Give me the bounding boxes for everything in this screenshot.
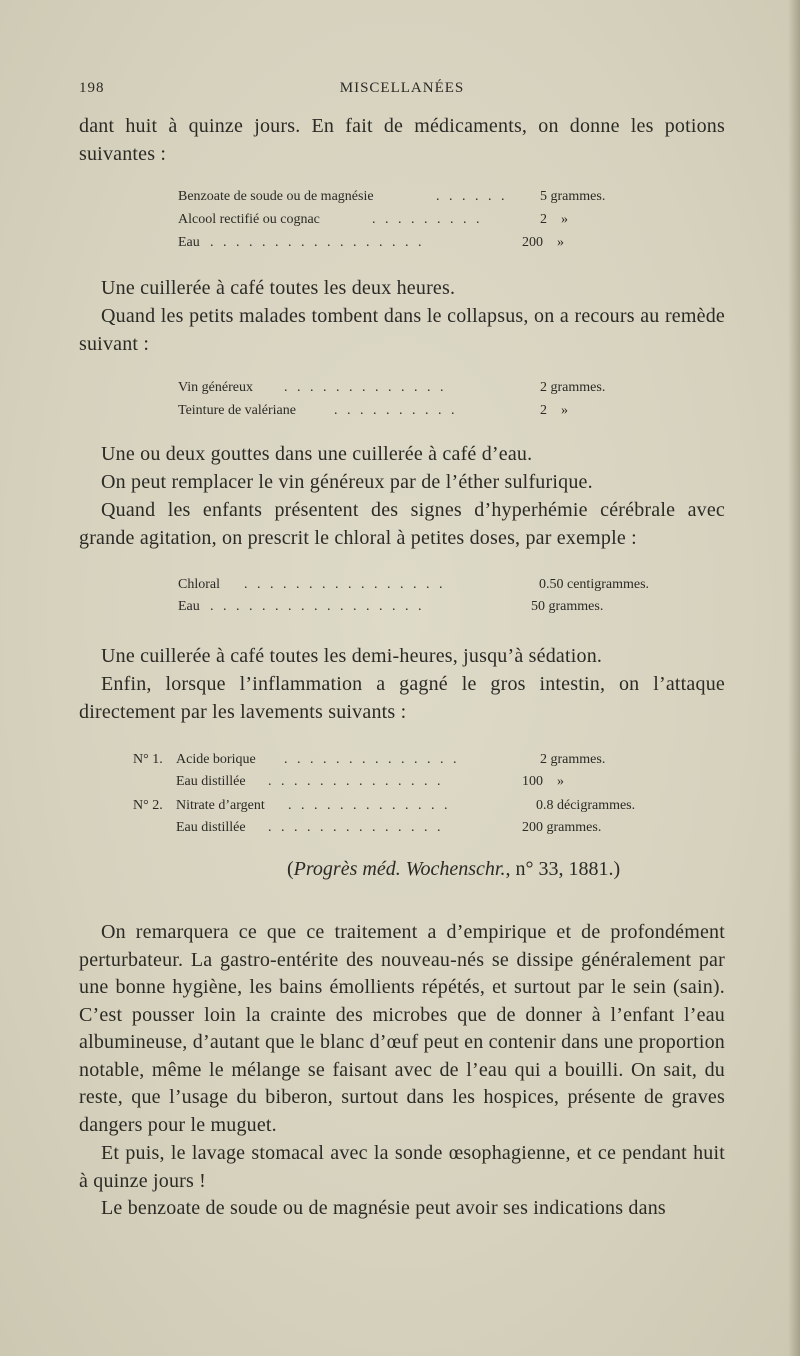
- ingredient-quantity: 5 grammes.: [540, 189, 606, 204]
- ingredient-quantity: 2 grammes.: [540, 380, 606, 395]
- paragraph-1: dant huit à quinze jours. En fait de médicaments, on donne les potions suivantes :: [79, 115, 725, 165]
- paragraph-7: Une cuillerée à café toutes les demi-heures, jusqu’à sédation.: [101, 645, 603, 667]
- page-header: [79, 80, 725, 102]
- leader-dots: . . . . . . . . . . . . .: [288, 798, 451, 813]
- recipe-line: [176, 771, 656, 793]
- ingredient-name: Eau: [178, 235, 200, 250]
- running-title: MISCELLANÉES: [339, 80, 465, 96]
- recipe-line: [178, 232, 628, 254]
- recipe-line: [178, 596, 678, 618]
- ingredient-name: Nitrate d’argent: [176, 798, 265, 813]
- leader-dots: . . . . . . . . .: [372, 212, 483, 227]
- paragraph-5: On peut remplacer le vin généreux par de l’éther sulfurique.: [101, 471, 593, 493]
- ingredient-name: Teinture de valériane: [178, 403, 296, 418]
- ingredient-quantity: 0.50 centigrammes.: [539, 577, 650, 592]
- leader-dots: . . . . . . . . . . . . .: [284, 380, 447, 395]
- ingredient-name: Chloral: [178, 577, 220, 592]
- recipe-line: [178, 186, 628, 208]
- paragraph-3: Quand les petits malades tombent dans le collapsus, on a recours au remède suivant :: [79, 305, 725, 355]
- paragraph-9: On remarquera ce que ce traitement a d’empirique et de profondément perturbateur. La gastro-entérite des nouveau-nés se dissipe généralement par une bonne hygiène, les bains émollients répétés, et surtout par le sein (sain). C’est pousser loin la crainte des microbes que de donner à l’enfant l’eau albumineuse, d’autant que le blanc d’œuf peut en contenir dans une proportion notable, même le mélange se faisant avec de l’eau qui a bouilli. On sait, du reste, que l’usage du biberon, surtout dans les hospices, présente de graves dangers pour le muguet.: [79, 921, 725, 1136]
- paragraph-6: Quand les enfants présentent des signes d’hyperhémie cérébrale avec grande agitation, on prescrit le chloral à petites doses, par exemple :: [79, 499, 725, 549]
- ingredient-name: Alcool rectifié ou cognac: [178, 212, 320, 227]
- ingredient-name: Benzoate de soude ou de magnésie: [178, 189, 374, 204]
- page-edge-shadow: [788, 0, 800, 1356]
- citation-details: , n° 33, 1881.): [505, 858, 621, 880]
- ingredient-quantity: 200 grammes.: [522, 820, 602, 835]
- leader-dots: . . . . . . . . . . . . . . . .: [244, 577, 446, 592]
- paragraph-4: Une ou deux gouttes dans une cuillerée à café d’eau.: [101, 443, 533, 465]
- leader-dots: . . . . . . . . . . . . . . . . .: [210, 599, 425, 614]
- leader-dots: . . . . . . . . . . . . . .: [268, 774, 444, 789]
- ingredient-name: Eau distillée: [176, 820, 246, 835]
- citation-open: (: [287, 858, 294, 880]
- ingredient-quantity: 50 grammes.: [531, 599, 604, 614]
- recipe-line: [176, 749, 656, 771]
- leader-dots: . . . . . . . . . . . . . . . . .: [210, 235, 425, 250]
- recipe-line: [178, 377, 628, 399]
- ingredient-quantity: 2 »: [540, 403, 568, 418]
- paragraph-2: Une cuillerée à café toutes les deux heures.: [101, 277, 456, 299]
- page-number: 198: [79, 80, 105, 96]
- paragraph-11: Le benzoate de soude ou de magnésie peut avoir ses indications dans: [101, 1197, 666, 1219]
- ingredient-name: Acide borique: [176, 752, 256, 767]
- recipe-line: [178, 400, 628, 422]
- ingredient-name: Eau: [178, 599, 200, 614]
- recipe-line: [178, 574, 678, 596]
- leader-dots: . . . . . . . . . .: [334, 403, 458, 418]
- recipe-line: [176, 817, 656, 839]
- ingredient-name: Vin généreux: [178, 380, 253, 395]
- ingredient-quantity: 200 »: [522, 235, 564, 250]
- ingredient-quantity: 0.8 décigrammes.: [536, 798, 636, 813]
- ingredient-quantity: 2 »: [540, 212, 568, 227]
- recipe-line: [176, 795, 656, 817]
- paragraph-10: Et puis, le lavage stomacal avec la sonde œsophagienne, et ce pendant huit à quinze jours !: [79, 1142, 725, 1192]
- ingredient-quantity: 2 grammes.: [540, 752, 606, 767]
- citation-journal: Progrès méd. Wochenschr.: [293, 858, 506, 880]
- recipe-number: N° 2.: [133, 798, 163, 813]
- leader-dots: . . . . . .: [436, 189, 508, 204]
- recipe-line: [178, 209, 628, 231]
- leader-dots: . . . . . . . . . . . . . .: [268, 820, 444, 835]
- ingredient-name: Eau distillée: [176, 774, 246, 789]
- paragraph-8: Enfin, lorsque l’inflammation a gagné le gros intestin, on l’attaque directement par les lavements suivants :: [79, 673, 725, 723]
- recipe-number: N° 1.: [133, 752, 163, 767]
- ingredient-quantity: 100 »: [522, 774, 564, 789]
- leader-dots: . . . . . . . . . . . . . .: [284, 752, 460, 767]
- citation: [287, 856, 687, 883]
